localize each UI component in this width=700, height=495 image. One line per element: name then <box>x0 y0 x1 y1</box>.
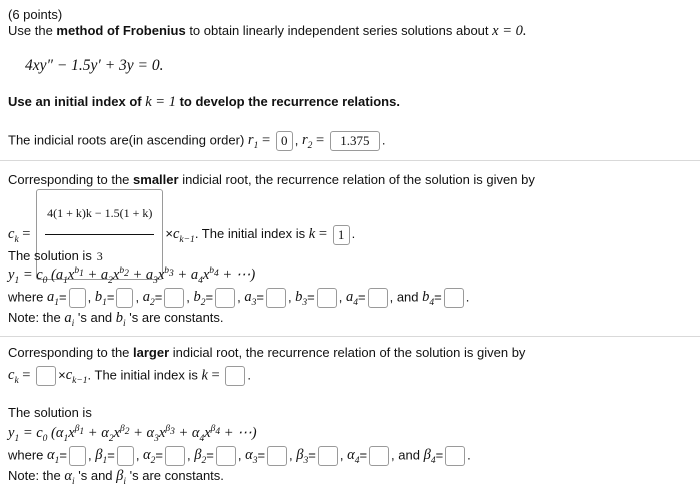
larger-solution-formula <box>8 424 257 442</box>
method-name: method of Frobenius <box>56 23 186 38</box>
times-sign: × <box>58 367 66 383</box>
b-i-symbol: $b_i$ <box>115 310 126 329</box>
beta2-symbol: $\beta_2$ <box>194 447 207 467</box>
divider <box>0 160 700 161</box>
a4-input[interactable] <box>368 288 388 308</box>
solution-formula: $y_1 = c_0$ ($a_1x^{b_1} + a_2x^{b_2} + a_3x^{b_3} + a_4x^{b_4}$ + ⋯) <box>8 266 256 286</box>
period: . <box>351 225 356 241</box>
where-label: where <box>8 289 48 305</box>
b1-symbol: $b_1$ <box>94 289 107 309</box>
note-end: 's are constants. <box>126 468 224 483</box>
alpha-i-symbol: $\alpha_i$ <box>64 468 75 487</box>
alpha4-symbol: $\alpha_4$ <box>347 447 360 467</box>
r2-symbol: $r_2$ <box>301 132 313 152</box>
r1-input[interactable]: 0 <box>276 131 293 151</box>
larger-recurrence-input[interactable] <box>36 366 56 386</box>
beta4-symbol: $\beta_4$ <box>423 447 436 467</box>
smaller-keyword: smaller <box>133 172 179 187</box>
alpha4-input[interactable] <box>369 446 389 466</box>
differential-equation: 4xy″ − 1.5y′ + 3y = 0. <box>25 57 164 74</box>
a2-input[interactable] <box>164 288 184 308</box>
equals-sign: = <box>312 132 328 149</box>
larger-initial-index-input[interactable] <box>225 366 245 386</box>
b4-input[interactable] <box>444 288 464 308</box>
smaller-solution-label: The solution is <box>8 248 92 263</box>
beta-i-symbol: $\beta_i$ <box>116 468 127 487</box>
larger-keyword: larger <box>133 345 170 360</box>
smaller-intro-post: indicial root, the recurrence relation of the solution is given by <box>178 172 535 187</box>
initial-index-instruction <box>8 93 400 111</box>
note-mid: 's and <box>74 468 117 483</box>
equals-sign: = <box>315 225 331 242</box>
equals-sign: = <box>207 367 224 384</box>
note-label: Note: the <box>8 310 65 325</box>
beta3-input[interactable] <box>318 446 338 466</box>
period: . <box>381 132 386 148</box>
smaller-solution-formula <box>8 266 255 284</box>
alpha3-symbol: $\alpha_3$ <box>245 447 258 467</box>
b4-symbol: $b_4$ <box>422 289 435 309</box>
period: . <box>247 367 251 383</box>
about-point: x = 0. <box>492 23 527 39</box>
a-i-symbol: $a_i$ <box>64 310 75 329</box>
where-label: where <box>8 447 48 463</box>
smaller-root-intro <box>8 171 535 189</box>
initial-index-text: . The initial index is <box>194 225 309 241</box>
alpha3-input[interactable] <box>267 446 287 466</box>
initial-index-text: . The initial index is <box>87 367 202 383</box>
divider <box>0 336 700 337</box>
c-k-minus-1: $c_{k-1}$ <box>65 367 88 387</box>
equals-sign: = <box>18 225 35 242</box>
solution-formula: $y_1 = c_0$ ($\alpha_1x^{\beta_1} + \alpha_2x^{\beta_2} + \alpha_3x^{\beta_3} + \alpha_4x^{\beta_4}$ + ⋯) <box>8 424 257 444</box>
a2-symbol: $a_2$ <box>142 289 155 309</box>
indicial-roots-label: The indicial roots are(in ascending order) <box>8 132 248 148</box>
b3-input[interactable] <box>317 288 337 308</box>
alpha2-symbol: $\alpha_2$ <box>143 447 156 467</box>
alpha2-input[interactable] <box>165 446 185 466</box>
fraction-denominator: 3 <box>96 249 103 263</box>
alpha1-symbol: $\alpha_1$ <box>47 447 60 467</box>
k-symbol: k <box>308 225 316 242</box>
beta2-input[interactable] <box>216 446 236 466</box>
larger-root-intro <box>8 344 525 362</box>
b2-symbol: $b_2$ <box>193 289 206 309</box>
a3-input[interactable] <box>266 288 286 308</box>
c-k-minus-1: $c_{k-1}$ <box>172 225 195 245</box>
r1-symbol: $r_1$ <box>247 132 259 152</box>
points-label: (6 points) <box>8 7 63 22</box>
problem-instruction <box>8 22 527 40</box>
smaller-intro-pre: Corresponding to the <box>8 172 134 187</box>
instruction-text-2: to obtain linearly independent series solutions about <box>185 23 493 38</box>
k-symbol: k <box>201 367 208 384</box>
instruction-text: Use the <box>8 23 57 38</box>
indicial-roots-row <box>8 131 385 151</box>
note-end: 's are constants. <box>125 310 224 325</box>
equals-sign: = <box>18 367 35 384</box>
a3-symbol: $a_3$ <box>244 289 257 309</box>
beta4-input[interactable] <box>445 446 465 466</box>
larger-intro-post: indicial root, the recurrence relation of the solution is given by <box>169 345 526 360</box>
beta1-input[interactable] <box>117 446 134 466</box>
larger-coefficients-row: where $\alpha_1=$ , $\beta_1=$ , $\alpha_2=$ , $\beta_2=$ , $\alpha_3=$ , $\beta_3=$ , $\alpha_4=$ , and $\beta_4=$ . <box>8 447 471 467</box>
ck-symbol: $c_k$ <box>8 367 19 387</box>
comma: , <box>294 132 302 148</box>
equals-sign: = <box>258 132 274 149</box>
a1-symbol: $a_1$ <box>47 289 60 309</box>
b1-input[interactable] <box>116 288 133 308</box>
smaller-initial-index-input[interactable]: 1 <box>333 225 350 245</box>
initial-index-math: k = 1 <box>145 94 176 110</box>
larger-solution-label: The solution is <box>8 405 92 420</box>
a4-symbol: $a_4$ <box>346 289 358 309</box>
note-mid: 's and <box>74 310 116 325</box>
ck-symbol: $c_k$ <box>8 225 19 245</box>
and-label: , and <box>389 289 423 305</box>
smaller-constants-note <box>8 309 224 327</box>
larger-constants-note <box>8 467 224 485</box>
and-label: , and <box>391 447 424 463</box>
note-label: Note: the <box>8 468 65 483</box>
initial-index-post: to develop the recurrence relations. <box>175 94 400 109</box>
b3-symbol: $b_3$ <box>295 289 308 309</box>
times-sign: × <box>165 225 173 241</box>
r2-input[interactable]: 1.375 <box>330 131 380 151</box>
larger-recurrence-row <box>8 366 251 386</box>
beta1-symbol: $\beta_1$ <box>95 447 108 467</box>
beta3-symbol: $\beta_3$ <box>296 447 309 467</box>
b2-input[interactable] <box>215 288 235 308</box>
smaller-coefficients-row: where $a_1=$ , $b_1=$ , $a_2=$ , $b_2=$ , $a_3=$ , $b_3=$ , $a_4=$ , and $b_4=$ . <box>8 289 470 309</box>
initial-index-pre: Use an initial index of <box>8 94 146 109</box>
fraction-numerator: 4(1 + k)k − 1.5(1 + k) <box>45 193 154 235</box>
a1-input[interactable] <box>69 288 86 308</box>
alpha1-input[interactable] <box>69 446 86 466</box>
larger-intro-pre: Corresponding to the <box>8 345 134 360</box>
